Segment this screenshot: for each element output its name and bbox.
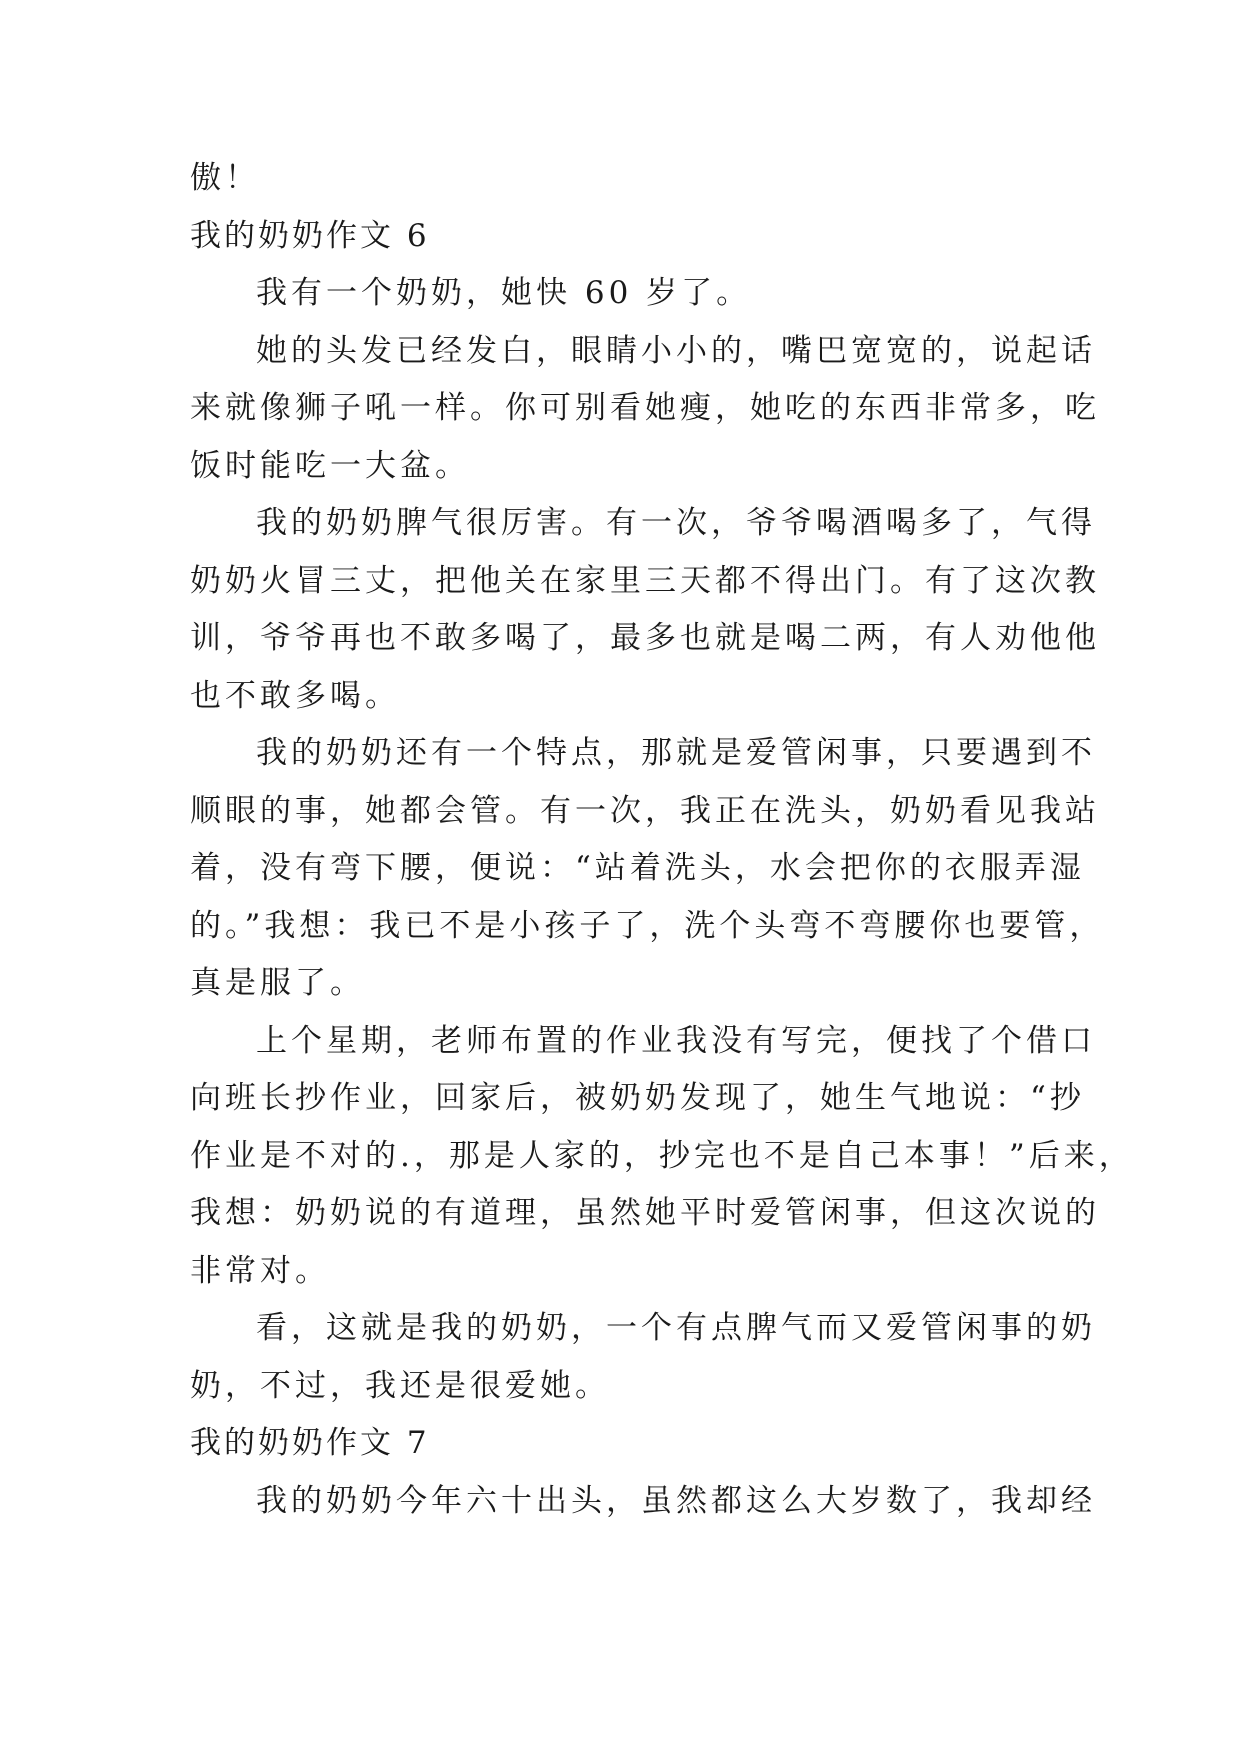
text-line: 非常对。 [190, 1252, 330, 1289]
document-body [190, 150, 1134, 1530]
text-line: 饭时能吃一大盆。 [190, 447, 470, 484]
text-line: 的。”我想：我已不是小孩子了，洗个头弯不弯腰你也要管， [190, 907, 1105, 944]
text-line: 奶奶火冒三丈，把他关在家里三天都不得出门。有了这次教 [190, 562, 1100, 599]
text-line: 来就像狮子吼一样。你可别看她瘦，她吃的东西非常多，吃 [190, 390, 1100, 426]
text-line: 也不敢多喝。 [190, 677, 400, 714]
text-line: 训，爷爷再也不敢多喝了，最多也就是喝二两，有人劝他他 [190, 620, 1100, 656]
text-line: 真是服了。 [190, 965, 365, 1001]
essay-heading: 我的奶奶作文 6 [190, 217, 430, 254]
paragraph-first-line: 我有一个奶奶，她快 60 岁了。 [256, 275, 752, 311]
essay-heading: 我的奶奶作文 7 [190, 1425, 430, 1461]
paragraph-first-line: 我的奶奶今年六十出头，虽然都这么大岁数了，我却经 [256, 1482, 1096, 1519]
paragraph-first-line: 我的奶奶还有一个特点，那就是爱管闲事，只要遇到不 [256, 735, 1096, 771]
paragraph-first-line: 我的奶奶脾气很厉害。有一次，爷爷喝酒喝多了，气得 [256, 505, 1096, 541]
text-line: 向班长抄作业，回家后，被奶奶发现了，她生气地说：“抄 [190, 1080, 1085, 1116]
text-line: 顺眼的事，她都会管。有一次，我正在洗头，奶奶看见我站 [190, 792, 1100, 829]
text-line: 傲！ [190, 160, 260, 196]
paragraph-first-line: 她的头发已经发白，眼睛小小的，嘴巴宽宽的，说起话 [256, 332, 1096, 369]
paragraph-first-line: 上个星期，老师布置的作业我没有写完，便找了个借口 [256, 1022, 1096, 1059]
text-line: 作业是不对的.，那是人家的，抄完也不是自己本事！”后来， [190, 1137, 1134, 1174]
text-line: 着，没有弯下腰，便说：“站着洗头，水会把你的衣服弄湿 [190, 850, 1085, 886]
paragraph-first-line: 看，这就是我的奶奶，一个有点脾气而又爱管闲事的奶 [256, 1310, 1096, 1346]
text-line: 我想：奶奶说的有道理，虽然她平时爱管闲事，但这次说的 [190, 1195, 1100, 1231]
text-line: 奶，不过，我还是很爱她。 [190, 1367, 610, 1404]
